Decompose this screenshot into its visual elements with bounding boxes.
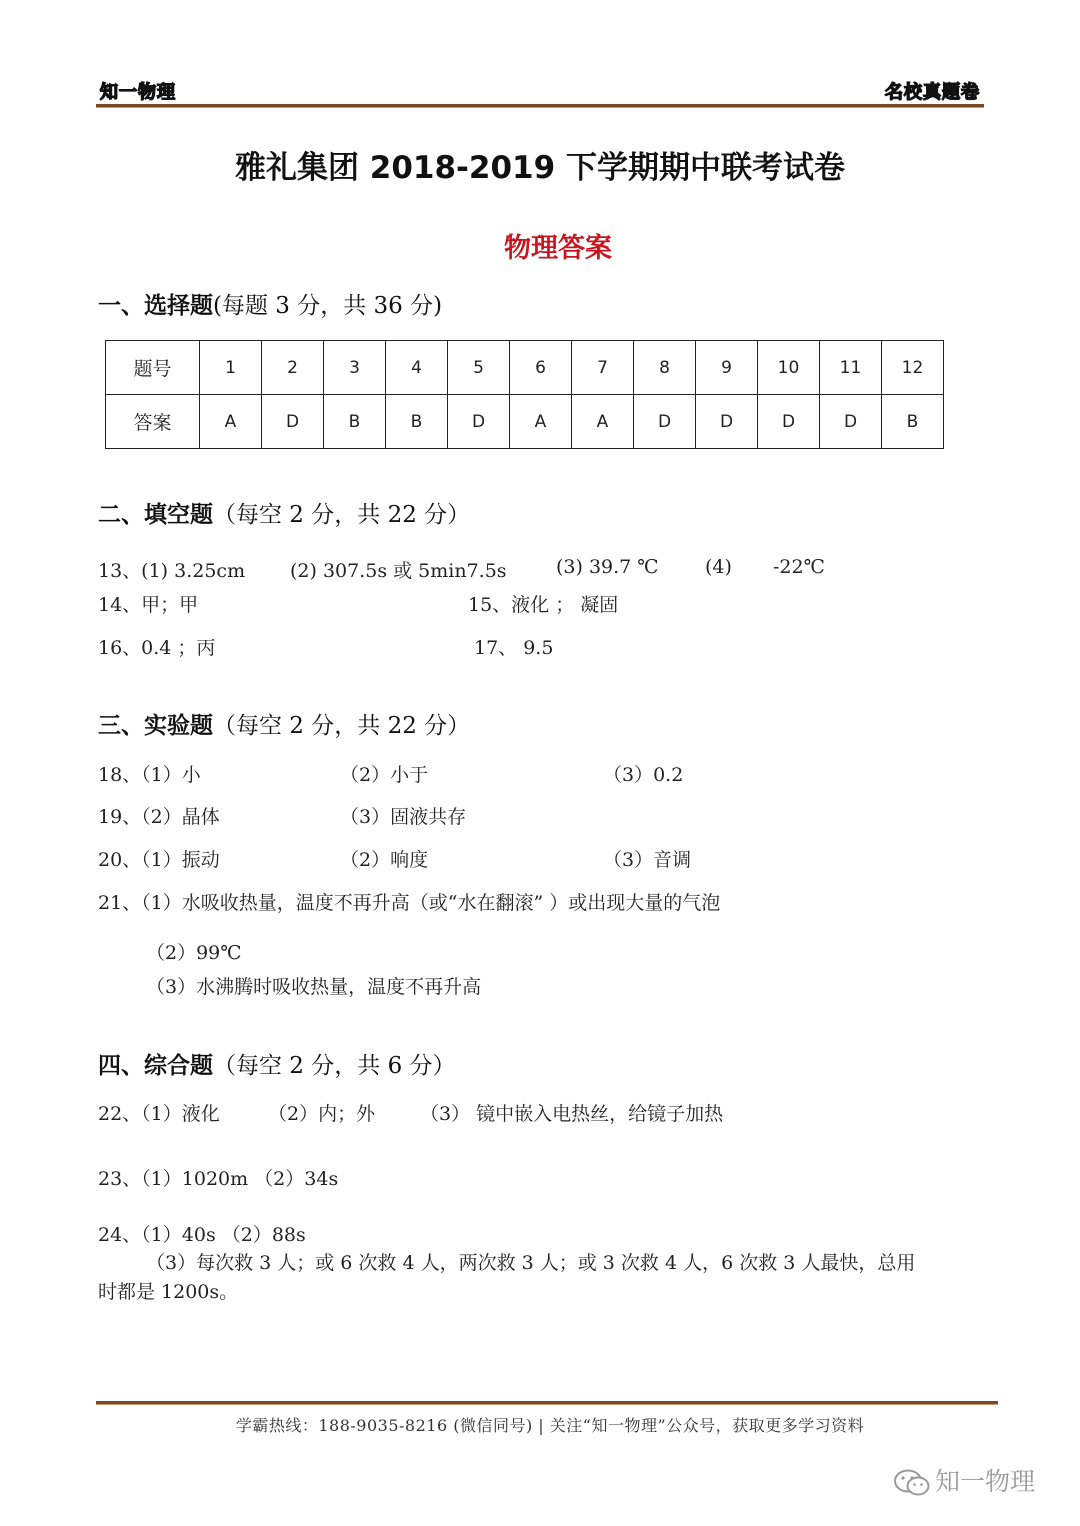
answer-text: 23、（1）1020m （2）34s <box>98 1168 339 1190</box>
wechat-icon <box>893 1468 931 1498</box>
answer-text: (4) <box>705 556 732 578</box>
answer-table <box>105 340 944 449</box>
table-cell: D <box>820 395 882 449</box>
table-header-cell: 题号 <box>106 341 200 395</box>
table-cell: A <box>572 395 634 449</box>
section-choice-title: 一、选择题 <box>98 292 213 319</box>
table-cell: 12 <box>882 341 944 395</box>
table-cell: D <box>696 395 758 449</box>
answer-text: （2）小于 <box>340 764 429 786</box>
table-cell: 7 <box>572 341 634 395</box>
page-subtitle: 物理答案 <box>504 233 612 264</box>
answer-text: 时都是 1200s。 <box>98 1281 239 1303</box>
answer-text: （3）0.2 <box>603 764 684 786</box>
table-cell: 3 <box>324 341 386 395</box>
answer-text: （3）每次救 3 人；或 6 次救 4 人，两次救 3 人；或 3 次救 4 人，6 次救 3 人最快，总用 <box>146 1252 916 1274</box>
answer-text: （3）音调 <box>603 849 692 871</box>
table-cell: B <box>386 395 448 449</box>
section-fill-heading <box>98 496 470 529</box>
section-comprehensive-score: （每空 2 分，共 6 分） <box>213 1053 456 1079</box>
section-choice-heading <box>98 287 442 320</box>
header-divider <box>96 104 984 108</box>
table-cell: 10 <box>758 341 820 395</box>
table-cell: D <box>262 395 324 449</box>
table-cell: B <box>324 395 386 449</box>
section-experiment-heading <box>98 707 470 740</box>
page-title: 雅礼集团 2018-2019 下学期期中联考试卷 <box>234 150 845 186</box>
watermark-text: 知一物理 <box>935 1467 1036 1496</box>
answer-text: （2）99℃ <box>146 942 242 964</box>
answer-text: （2）内；外 <box>268 1103 376 1125</box>
table-cell: 1 <box>200 341 262 395</box>
answer-text: (3) 39.7 ℃ <box>556 556 659 578</box>
table-header-cell: 答案 <box>106 395 200 449</box>
table-row-numbers <box>106 341 944 395</box>
answer-text: 17、 9.5 <box>474 637 554 659</box>
answer-text: 14、甲；甲 <box>98 594 199 616</box>
table-cell: D <box>448 395 510 449</box>
table-cell: 11 <box>820 341 882 395</box>
answer-text: 22、（1）液化 <box>98 1103 220 1125</box>
table-row-answers <box>106 395 944 449</box>
answer-text: (2) 307.5s 或 5min7.5s <box>290 560 507 582</box>
answer-text: （3）固液共存 <box>340 806 467 828</box>
section-experiment-title: 三、实验题 <box>98 712 213 739</box>
table-cell: 8 <box>634 341 696 395</box>
section-choice-score: (每题 3 分，共 36 分) <box>213 293 443 319</box>
table-cell: D <box>634 395 696 449</box>
answer-text: 24、（1）40s （2）88s <box>98 1224 306 1246</box>
table-cell: 5 <box>448 341 510 395</box>
answer-text: 18、（1）小 <box>98 764 201 786</box>
table-cell: 4 <box>386 341 448 395</box>
table-cell: D <box>758 395 820 449</box>
table-cell: 2 <box>262 341 324 395</box>
footer-text: 学霸热线：188-9035-8216 (微信同号) | 关注“知一物理”公众号，获取更多学习资料 <box>235 1416 865 1435</box>
answer-text: （3） 镜中嵌入电热丝，给镜子加热 <box>420 1103 724 1125</box>
table-cell: 6 <box>510 341 572 395</box>
header-tag: 名校真题卷 <box>885 82 980 103</box>
answer-text: 21、（1）水吸收热量，温度不再升高（或“水在翻滚” ）或出现大量的气泡 <box>98 892 721 914</box>
section-experiment-score: （每空 2 分，共 22 分） <box>213 713 471 739</box>
answer-text: 13、(1) 3.25cm <box>98 560 246 582</box>
answer-text: 15、液化 ； 凝固 <box>468 594 619 616</box>
table-cell: A <box>510 395 572 449</box>
section-comprehensive-heading <box>98 1047 456 1080</box>
watermark <box>893 1462 1035 1498</box>
section-fill-title: 二、填空题 <box>98 501 213 528</box>
section-comprehensive-title: 四、综合题 <box>98 1052 213 1079</box>
table-cell: 9 <box>696 341 758 395</box>
answer-text: 20、（1）振动 <box>98 849 220 871</box>
header-brand: 知一物理 <box>100 82 176 103</box>
footer-divider <box>96 1401 998 1405</box>
answer-text: -22℃ <box>773 556 825 578</box>
answer-text: （3）水沸腾时吸收热量，温度不再升高 <box>146 976 482 998</box>
answer-text: （2）响度 <box>340 849 429 871</box>
section-fill-score: （每空 2 分，共 22 分） <box>213 502 471 528</box>
table-cell: B <box>882 395 944 449</box>
answer-text: 19、（2）晶体 <box>98 806 220 828</box>
table-cell: A <box>200 395 262 449</box>
answer-text: 16、0.4 ；丙 <box>98 637 216 659</box>
